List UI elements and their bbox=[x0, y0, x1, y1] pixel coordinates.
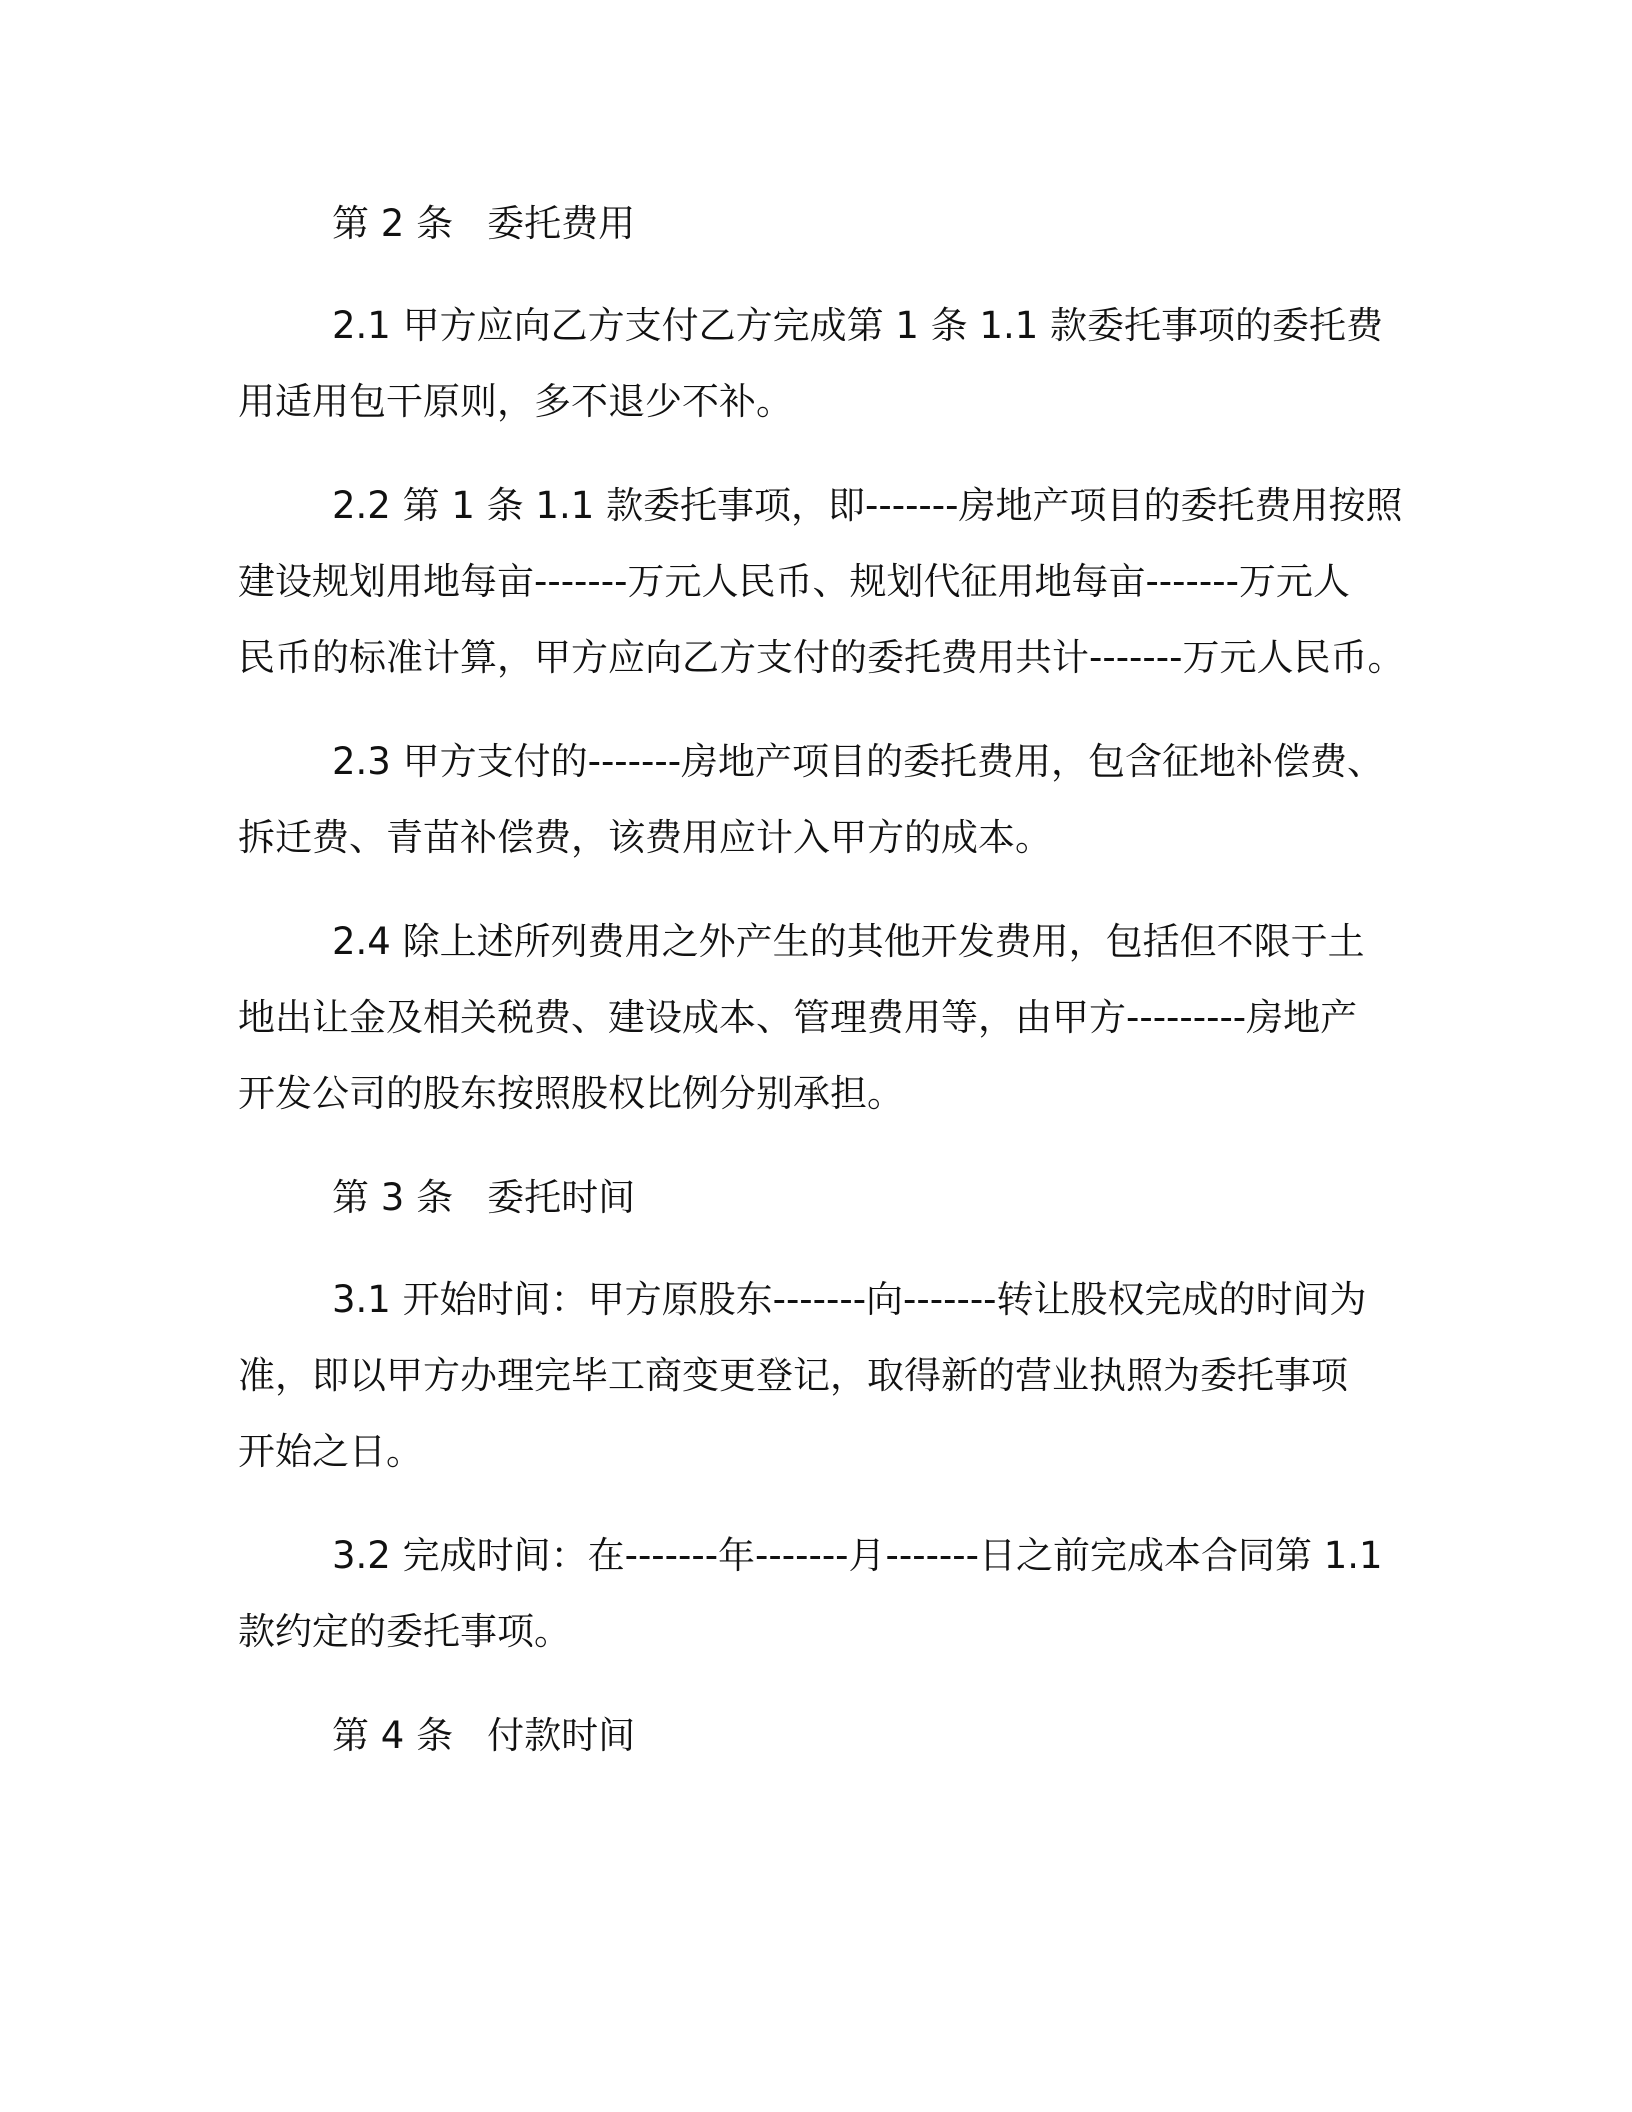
clause-3-1-line-2: 准，即以甲方办理完毕工商变更登记，取得新的营业执照为委托事项 bbox=[238, 1354, 1348, 1397]
clause-3-2-line-2: 款约定的委托事项。 bbox=[238, 1610, 571, 1653]
clause-2-1 bbox=[238, 288, 1398, 440]
clause-2-4-line-2: 地出让金及相关税费、建设成本、管理费用等，由甲方---------房地产 bbox=[238, 996, 1358, 1039]
clause-2-4-line-1: 2.4 除上述所列费用之外产生的其他开发费用，包括但不限于土 bbox=[332, 920, 1365, 963]
clause-3-1-line-3: 开始之日。 bbox=[238, 1430, 423, 1473]
clause-2-4-line-3: 开发公司的股东按照股权比例分别承担。 bbox=[238, 1072, 904, 1115]
article-3-number: 第 3 条 bbox=[332, 1176, 454, 1219]
clause-2-3-line-1: 2.3 甲方支付的-------房地产项目的委托费用，包含征地补偿费、 bbox=[332, 740, 1385, 783]
article-2-title: 委托费用 bbox=[487, 202, 636, 245]
clause-2-4 bbox=[238, 904, 1398, 1132]
clause-2-2-line-3: 民币的标准计算，甲方应向乙方支付的委托费用共计-------万元人民币。 bbox=[238, 636, 1405, 679]
clause-3-1-line-1: 3.1 开始时间：甲方原股东-------向-------转让股权完成的时间为 bbox=[332, 1278, 1367, 1321]
clause-2-2-line-2: 建设规划用地每亩-------万元人民币、规划代征用地每亩-------万元人 bbox=[238, 560, 1350, 603]
clause-3-2-line-1: 3.2 完成时间：在-------年-------月-------日之前完成本合同第 1.1 bbox=[332, 1534, 1383, 1577]
clause-2-1-line-1: 2.1 甲方应向乙方支付乙方完成第 1 条 1.1 款委托事项的委托费 bbox=[332, 304, 1384, 347]
clause-3-2 bbox=[238, 1518, 1398, 1670]
clause-2-2-line-1: 2.2 第 1 条 1.1 款委托事项，即-------房地产项目的委托费用按照 bbox=[332, 484, 1403, 527]
article-3-title: 委托时间 bbox=[487, 1176, 636, 1219]
article-4-heading bbox=[238, 1698, 1398, 1774]
article-3-heading bbox=[238, 1160, 1398, 1236]
clause-2-3 bbox=[238, 724, 1398, 876]
clause-2-1-line-2: 用适用包干原则，多不退少不补。 bbox=[238, 380, 793, 423]
article-4-number: 第 4 条 bbox=[332, 1714, 454, 1757]
article-2-heading bbox=[238, 186, 1398, 262]
clause-3-1 bbox=[238, 1262, 1398, 1490]
clause-2-3-line-2: 拆迁费、青苗补偿费，该费用应计入甲方的成本。 bbox=[238, 816, 1052, 859]
article-2-number: 第 2 条 bbox=[332, 202, 454, 245]
article-4-title: 付款时间 bbox=[487, 1714, 636, 1757]
document-body bbox=[238, 186, 1405, 1800]
clause-2-2 bbox=[238, 468, 1405, 696]
